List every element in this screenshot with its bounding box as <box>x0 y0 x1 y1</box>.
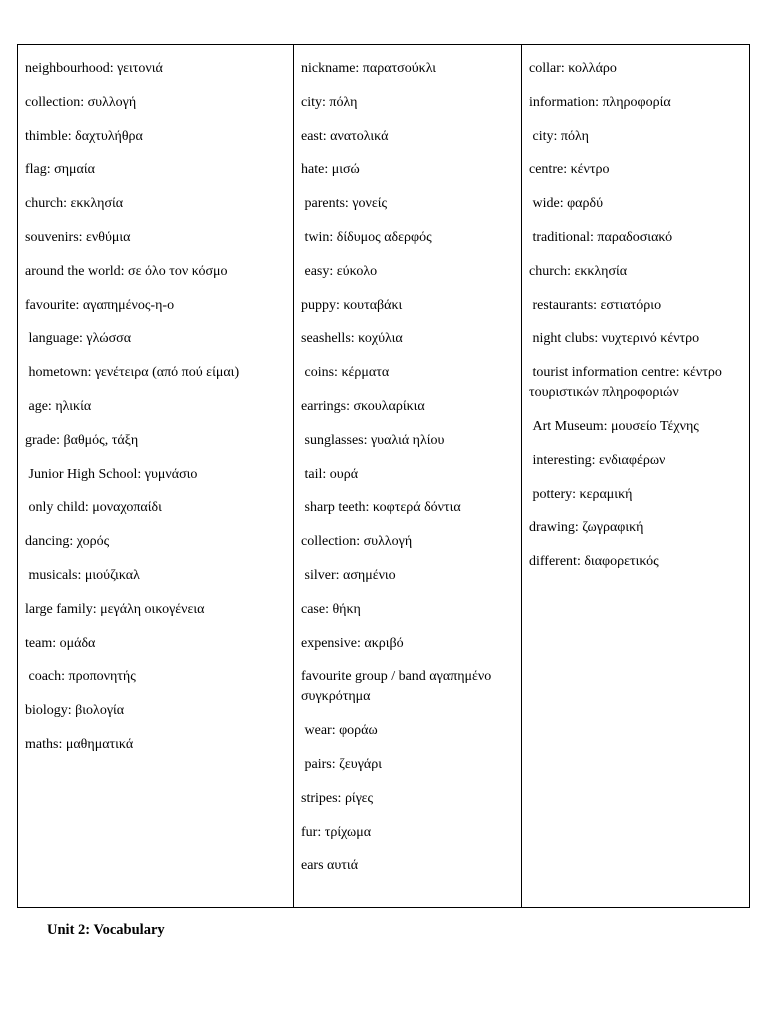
vocabulary-entry: night clubs: νυχτερινό κέντρο <box>529 331 700 347</box>
vocabulary-entry: church: εκκλησία <box>529 263 628 279</box>
vocabulary-entry: sharp teeth: κοφτερά δόντια <box>301 500 461 516</box>
vocabulary-entry: only child: μοναχοπαίδι <box>25 500 162 516</box>
vocabulary-entry: hometown: γενέτειρα (από πού είμαι) <box>25 365 240 381</box>
vocabulary-entry: collection: συλλογή <box>25 94 137 110</box>
vocabulary-entry: stripes: ρίγες <box>301 790 374 806</box>
vocabulary-entry: earrings: σκουλαρίκια <box>301 398 425 414</box>
vocabulary-entry: expensive: ακριβό <box>301 635 404 651</box>
vocabulary-entry: collection: συλλογή <box>301 534 413 550</box>
vocabulary-entry: ears αυτιά <box>301 858 359 874</box>
vocabulary-entry: grade: βαθμός, τάξη <box>25 432 139 448</box>
vocabulary-entry: pairs: ζευγάρι <box>301 756 382 772</box>
vocabulary-entry: drawing: ζωγραφική <box>529 520 644 536</box>
vocabulary-entry: Junior High School: γυμνάσιο <box>25 466 198 482</box>
vocabulary-entry: parents: γονείς <box>301 196 388 212</box>
vocabulary-entry: puppy: κουταβάκι <box>301 297 403 313</box>
vocabulary-entry: dancing: χορός <box>25 534 110 550</box>
vocabulary-table <box>17 44 750 908</box>
vocabulary-entry: language: γλώσσα <box>25 331 132 347</box>
vocabulary-entry: tail: ουρά <box>301 466 359 482</box>
vocabulary-entry: age: ηλικία <box>25 398 92 414</box>
vocabulary-entry: coach: προπονητής <box>25 669 136 685</box>
vocabulary-entry: city: πόλη <box>301 94 358 110</box>
vocabulary-entry: Art Museum: μουσείο Τέχνης <box>529 418 699 434</box>
vocabulary-entry: east: ανατολικά <box>301 128 389 144</box>
vocabulary-entry: city: πόλη <box>529 128 589 144</box>
vocabulary-entry: flag: σημαία <box>25 162 95 178</box>
vocabulary-entry: coins: κέρματα <box>301 365 390 381</box>
vocabulary-entry: case: θήκη <box>301 601 361 617</box>
vocabulary-column-2 <box>293 45 521 907</box>
vocabulary-entry: interesting: ενδιαφέρων <box>529 452 666 468</box>
vocabulary-entry: thimble: δαχτυλήθρα <box>25 128 143 144</box>
vocabulary-entry: wide: φαρδύ <box>529 196 604 212</box>
vocabulary-entry: seashells: κοχύλια <box>301 331 403 347</box>
vocabulary-entry: team: ομάδα <box>25 635 96 651</box>
vocabulary-entry: information: πληροφορία <box>529 94 671 110</box>
vocabulary-entry: collar: κολλάρο <box>529 61 617 76</box>
vocabulary-entry: favourite group / band αγαπημένο συγκρότημα <box>301 669 495 705</box>
vocabulary-entry: nickname: παρατσούκλι <box>301 61 437 76</box>
vocabulary-entry: around the world: σε όλο τον κόσμο <box>25 263 228 279</box>
vocabulary-entry: tourist information centre: κέντρο τουριστικών πληροφοριών <box>529 365 726 401</box>
vocabulary-column-3 <box>521 45 751 907</box>
vocabulary-entry: maths: μαθηματικά <box>25 736 134 752</box>
vocabulary-entry: souvenirs: ενθύμια <box>25 229 131 245</box>
vocabulary-column-1 <box>18 45 293 907</box>
vocabulary-entry: musicals: μιούζικαλ <box>25 567 140 583</box>
vocabulary-entry: wear: φοράω <box>301 723 378 739</box>
vocabulary-entry: fur: τρίχωμα <box>301 824 372 840</box>
vocabulary-entry: neighbourhood: γειτονιά <box>25 61 163 76</box>
vocabulary-entry: biology: βιολογία <box>25 703 125 719</box>
vocabulary-entry: silver: ασημένιο <box>301 567 396 583</box>
vocabulary-entry: church: εκκλησία <box>25 196 124 212</box>
vocabulary-entry: hate: μισώ <box>301 162 360 178</box>
vocabulary-entry: favourite: αγαπημένος-η-ο <box>25 297 175 313</box>
vocabulary-entry: different: διαφορετικός <box>529 554 659 570</box>
vocabulary-entry: twin: δίδυμος αδερφός <box>301 229 432 245</box>
vocabulary-entry: easy: εύκολο <box>301 263 378 279</box>
unit-caption: Unit 2: Vocabulary <box>47 922 165 938</box>
vocabulary-entry: restaurants: εστιατόριο <box>529 297 662 313</box>
vocabulary-entry: centre: κέντρο <box>529 162 610 178</box>
vocabulary-entry: sunglasses: γυαλιά ηλίου <box>301 432 445 448</box>
vocabulary-entry: large family: μεγάλη οικογένεια <box>25 601 205 617</box>
vocabulary-entry: traditional: παραδοσιακό <box>529 229 673 245</box>
vocabulary-entry: pottery: κεραμική <box>529 486 633 502</box>
